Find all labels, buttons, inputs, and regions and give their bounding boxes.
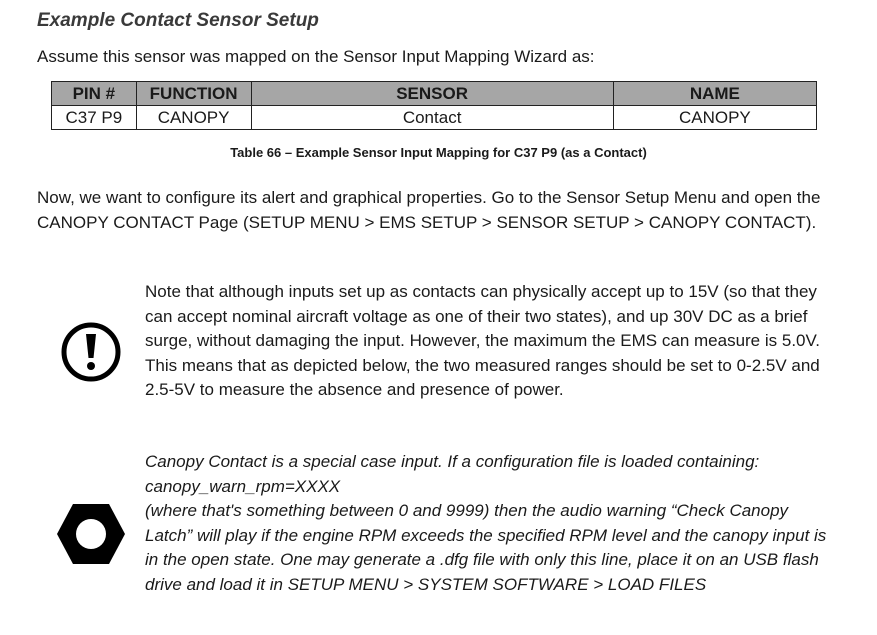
body-paragraph: Now, we want to configure its alert and graphical properties. Go to the Sensor Setup Menu and open the CANOPY CONTACT Page (SETUP MENU > EMS SETUP > SENSOR SETUP > CANOPY CONTACT). bbox=[37, 188, 821, 232]
cell-pin: C37 P9 bbox=[52, 106, 137, 130]
cell-function: CANOPY bbox=[136, 106, 251, 130]
header-name: NAME bbox=[613, 82, 816, 106]
tip-text bbox=[145, 450, 835, 597]
sensor-mapping-table bbox=[51, 81, 817, 130]
section-heading: Example Contact Sensor Setup bbox=[37, 10, 319, 31]
table-header-row bbox=[52, 82, 817, 106]
table-row bbox=[52, 106, 817, 130]
header-pin: PIN # bbox=[52, 82, 137, 106]
exclamation-circle-icon bbox=[60, 321, 122, 383]
note-text: Note that although inputs set up as contacts can physically accept up to 15V (so that they can accept nominal aircraft voltage as one of their two states), and up 30V DC as a brief surge, without damaging the input. However, the maximum the EMS can measure is 5.0V. This means that as depicted below, the two measured ranges should be set to 0-2.5V and 2.5-5V to measure the absence and presence of power. bbox=[145, 282, 820, 399]
intro-text: Assume this sensor was mapped on the Sensor Input Mapping Wizard as: bbox=[37, 47, 595, 66]
tip-line-2: canopy_warn_rpm=XXXX bbox=[145, 476, 341, 496]
header-sensor: SENSOR bbox=[251, 82, 613, 106]
cell-name: CANOPY bbox=[613, 106, 816, 130]
header-function: FUNCTION bbox=[136, 82, 251, 106]
tip-line-1: Canopy Contact is a special case input. If a configuration file is loaded containing: bbox=[145, 452, 760, 471]
hex-nut-icon bbox=[56, 503, 126, 565]
tip-line-3: (where that's something between 0 and 9999) then the audio warning “Check Canopy Latch” will play if the engine RPM exceeds the specified RPM level and the canopy input is in the open state. One may generate a .dfg file with only this line, place it on an USB flash drive and load it in SETUP MENU > SYSTEM SOFTWARE > LOAD FILES bbox=[145, 501, 827, 594]
cell-sensor: Contact bbox=[251, 106, 613, 130]
table-caption: Table 66 – Example Sensor Input Mapping for C37 P9 (as a Contact) bbox=[230, 145, 647, 160]
